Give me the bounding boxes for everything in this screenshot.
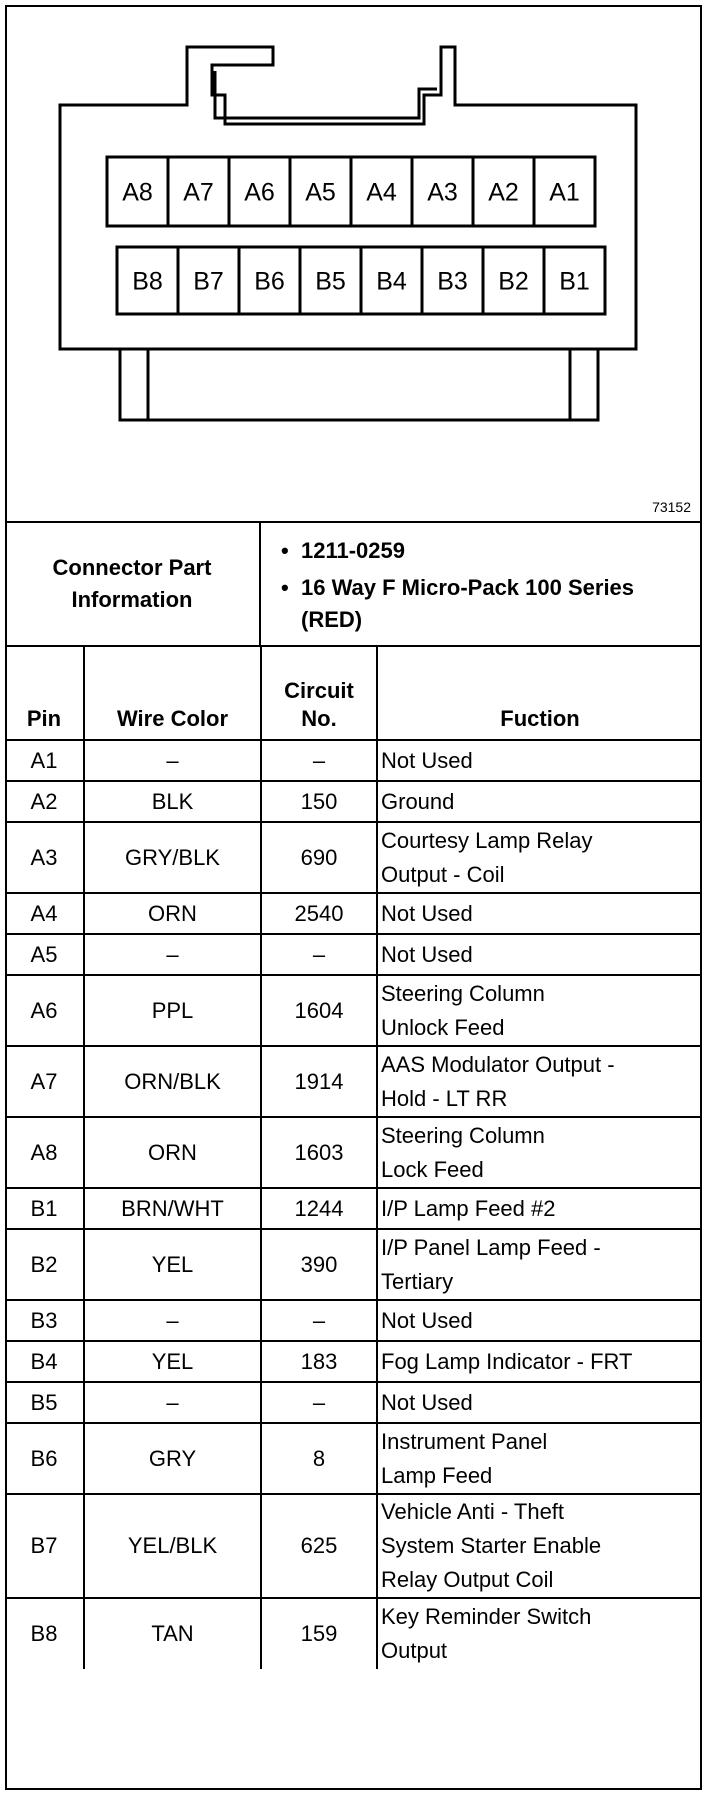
function-line: Output: [381, 1638, 448, 1663]
circuit-cell: 150: [261, 781, 377, 822]
function-line: Vehicle Anti - Theft: [381, 1499, 565, 1524]
header-wire-color: Wire Color: [84, 647, 261, 740]
pin-label-a7: A7: [183, 178, 214, 207]
bottom-skirt: [120, 349, 598, 420]
function-cell: [377, 934, 702, 975]
pin-cell: B3: [5, 1300, 84, 1341]
pin-label-a8: A8: [122, 178, 153, 207]
circuit-cell: 1603: [261, 1117, 377, 1188]
wire-color-cell: ORN/BLK: [84, 1046, 261, 1117]
function-line: Not Used: [381, 1307, 473, 1333]
pin-cell: A3: [5, 822, 84, 893]
info-label-line1: Connector Part: [52, 555, 212, 580]
table-row: [5, 1423, 702, 1494]
function-line: Key Reminder Switch: [381, 1604, 592, 1629]
table-row: [5, 1598, 702, 1669]
connector-part-information: [5, 521, 702, 647]
function-cell: [377, 1229, 702, 1300]
function-line: Output - Coil: [381, 861, 505, 887]
header-pin: Pin: [5, 647, 84, 740]
table-row: [5, 1188, 702, 1229]
function-line: Not Used: [381, 900, 473, 926]
table-row: [5, 822, 702, 893]
circuit-cell: –: [261, 740, 377, 781]
wire-color-cell: YEL: [84, 1341, 261, 1382]
pin-label-a1: A1: [549, 178, 580, 207]
table-row: [5, 1046, 702, 1117]
function-line: Hold - LT RR: [381, 1085, 508, 1111]
table-row: [5, 975, 702, 1046]
pin-cell: B2: [5, 1229, 84, 1300]
pin-label-b4: B4: [376, 267, 407, 296]
function-cell: [377, 975, 702, 1046]
circuit-cell: –: [261, 1300, 377, 1341]
function-cell: [377, 1117, 702, 1188]
function-cell: [377, 740, 702, 781]
circuit-cell: –: [261, 934, 377, 975]
function-cell: [377, 781, 702, 822]
function-cell: [377, 1046, 702, 1117]
function-cell: [377, 1300, 702, 1341]
function-line: Not Used: [381, 747, 473, 773]
pin-cell: B1: [5, 1188, 84, 1229]
pin-cell: A4: [5, 893, 84, 934]
function-cell: [377, 893, 702, 934]
function-line: Courtesy Lamp Relay: [381, 827, 593, 853]
pin-cell: A2: [5, 781, 84, 822]
function-cell: [377, 822, 702, 893]
circuit-cell: 690: [261, 822, 377, 893]
pin-label-a2: A2: [488, 178, 519, 207]
header-circuit-line2: No.: [301, 706, 337, 731]
info-label-line2: Information: [71, 587, 193, 612]
wire-color-cell: ORN: [84, 1117, 261, 1188]
header-circuit-no: [261, 647, 377, 740]
pin-cell: B7: [5, 1494, 84, 1598]
wire-color-cell: BRN/WHT: [84, 1188, 261, 1229]
function-line: Steering Column: [381, 980, 545, 1006]
function-cell: [377, 1188, 702, 1229]
circuit-cell: 390: [261, 1229, 377, 1300]
wire-color-cell: ORN: [84, 893, 261, 934]
wire-color-cell: –: [84, 934, 261, 975]
pin-label-b8: B8: [132, 267, 163, 296]
latch-channel: [215, 71, 437, 118]
connector-info-label: [5, 523, 261, 645]
circuit-cell: 159: [261, 1598, 377, 1669]
function-line: Not Used: [381, 1389, 473, 1415]
function-cell: [377, 1423, 702, 1494]
pin-label-a5: A5: [305, 178, 336, 207]
connector-diagram: [7, 7, 700, 521]
pin-cell: B4: [5, 1341, 84, 1382]
pin-cell: A1: [5, 740, 84, 781]
wire-color-cell: BLK: [84, 781, 261, 822]
function-cell: [377, 1598, 702, 1669]
wire-color-cell: PPL: [84, 975, 261, 1046]
pin-cell: A7: [5, 1046, 84, 1117]
header-circuit-line1: Circuit: [284, 678, 354, 703]
function-cell: [377, 1341, 702, 1382]
table-row: [5, 740, 702, 781]
function-line: I/P Lamp Feed #2: [381, 1195, 556, 1221]
table-row: [5, 893, 702, 934]
pin-label-b3: B3: [437, 267, 468, 296]
wire-color-cell: –: [84, 1382, 261, 1423]
pin-cell: A5: [5, 934, 84, 975]
pin-label-a6: A6: [244, 178, 275, 207]
function-line: Unlock Feed: [381, 1014, 505, 1040]
table-row: [5, 781, 702, 822]
pin-table: [5, 647, 702, 1669]
table-row: [5, 934, 702, 975]
circuit-cell: –: [261, 1382, 377, 1423]
pin-label-b2: B2: [498, 267, 529, 296]
pin-label-b7: B7: [193, 267, 224, 296]
function-line: Tertiary: [381, 1268, 454, 1294]
pin-label-b5: B5: [315, 267, 346, 296]
wire-color-cell: TAN: [84, 1598, 261, 1669]
table-row: [5, 1300, 702, 1341]
table-row: [5, 1494, 702, 1598]
circuit-cell: 183: [261, 1341, 377, 1382]
circuit-cell: 2540: [261, 893, 377, 934]
function-line: Steering Column: [381, 1122, 545, 1148]
table-row: [5, 1117, 702, 1188]
function-line: System Starter Enable: [381, 1533, 602, 1558]
wire-color-cell: YEL: [84, 1229, 261, 1300]
table-row: [5, 1229, 702, 1300]
wire-color-cell: –: [84, 1300, 261, 1341]
figure-number: 73152: [652, 499, 691, 515]
pin-cell: A8: [5, 1117, 84, 1188]
function-cell: [377, 1382, 702, 1423]
function-line: Ground: [381, 788, 455, 814]
wire-color-cell: GRY: [84, 1423, 261, 1494]
pin-label-b6: B6: [254, 267, 285, 296]
pin-cell: B6: [5, 1423, 84, 1494]
pin-label-a4: A4: [366, 178, 397, 207]
wire-color-cell: GRY/BLK: [84, 822, 261, 893]
function-line: Instrument Panel: [381, 1428, 548, 1454]
pin-cell: B8: [5, 1598, 84, 1669]
pin-label-a3: A3: [427, 178, 458, 207]
table-row: [5, 1341, 702, 1382]
circuit-cell: 1244: [261, 1188, 377, 1229]
function-cell: [377, 1494, 702, 1598]
function-line: I/P Panel Lamp Feed -: [381, 1234, 601, 1260]
function-line: Fog Lamp Indicator - FRT: [381, 1348, 633, 1374]
connector-info-values: [261, 523, 702, 645]
header-function: Fuction: [377, 647, 702, 740]
function-line: Lamp Feed: [381, 1462, 493, 1488]
function-line: Relay Output Coil: [381, 1567, 554, 1592]
table-row: [5, 1382, 702, 1423]
connector-type: • 16 Way F Micro-Pack 100 Series (RED): [301, 572, 692, 636]
circuit-cell: 1604: [261, 975, 377, 1046]
function-line: Lock Feed: [381, 1156, 484, 1182]
part-number: • 1211-0259: [301, 535, 692, 567]
function-line: AAS Modulator Output -: [381, 1051, 615, 1077]
circuit-cell: 625: [261, 1494, 377, 1598]
wire-color-cell: YEL/BLK: [84, 1494, 261, 1598]
wire-color-cell: –: [84, 740, 261, 781]
pin-cell: B5: [5, 1382, 84, 1423]
circuit-cell: 1914: [261, 1046, 377, 1117]
pin-cell: A6: [5, 975, 84, 1046]
pin-label-b1: B1: [559, 267, 590, 296]
function-line: Not Used: [381, 941, 473, 967]
circuit-cell: 8: [261, 1423, 377, 1494]
